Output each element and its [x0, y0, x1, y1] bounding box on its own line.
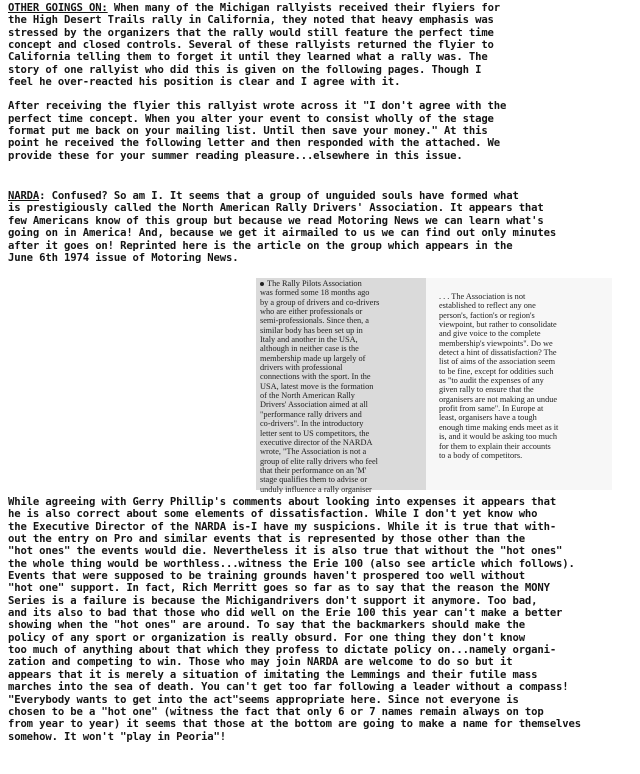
motoring-news-clipping	[256, 278, 612, 494]
paragraph-line: going on in America! And, because we get it airmailed to us we can find out only minutes	[8, 227, 557, 240]
clipping-line: similar body has been set up in	[260, 325, 363, 335]
narda-first-line	[8, 190, 638, 202]
paragraph-line: showing when the "hot ones" are around. To say that the backmarkers should make the	[8, 619, 525, 632]
clipping-line: group of elite rally drivers who feel	[260, 456, 378, 466]
paragraph-line: "hot one" support. In fact, Rich Merritt goes so far as to say that the reason the MONY	[8, 582, 550, 595]
other-goings-first-line	[8, 2, 638, 14]
paragraph-line: concept and closed controls. Several of these rallyists returned the flyier to	[8, 39, 494, 52]
paragraph-line: somehow. It won't "play in Peoria"!	[8, 730, 226, 743]
narda-first-line-text: : Confused? So am I. It seems that a group of unguided souls have formed what	[39, 190, 519, 203]
clipping-line: enough time making ends meet as it	[439, 422, 559, 432]
clipping-line: Drivers' Association aimed at all	[260, 400, 368, 410]
clipping-line: The Rally Pilots Association	[260, 279, 422, 288]
paragraph-line: zation and competing to win. Those who may join NARDA are welcome to do so but it	[8, 656, 513, 669]
paragraph-line: point he received the following letter and then responded with the attached. We	[8, 137, 501, 150]
clipping-line: viewpoint, but rather to consolidate	[439, 320, 557, 330]
clipping-line: although in neither case is the	[260, 344, 359, 354]
clipping-line: Italy and another in the USA,	[260, 335, 358, 345]
clipping-line: person's, faction's or region's	[439, 310, 535, 320]
page	[8, 2, 638, 264]
clipping-line: as "to audit the expenses of any	[439, 376, 544, 386]
clipping-line: membership made up largely of	[260, 353, 366, 363]
narda-heading: NARDA	[8, 190, 40, 203]
bullet-icon	[260, 282, 264, 286]
paragraph-line: appears that it is merely a situation of imitating the Lemmings and their futile mass	[8, 668, 538, 681]
paragraph-line: format put me back on your mailing list. Until then save your money." At this	[8, 125, 488, 138]
paragraph-line: from year to year) it seems that those at the bottom are going to make a name for themselves	[8, 718, 581, 731]
clipping-line: by a group of drivers and co-drivers	[260, 297, 380, 307]
narda-paragraph	[8, 202, 638, 264]
clipping-line: USA, latest move is the formation	[260, 381, 374, 391]
paragraph-line: story of one rallyist who did this is given on the following pages. Though I	[8, 63, 482, 76]
clipping-line: is, and it would be asking too much	[439, 432, 557, 442]
paragraph-line: the Executive Director of the NARDA is-I have my suspicions. While it is true that with-	[8, 520, 557, 533]
closing-section	[8, 496, 638, 743]
paragraph-line: the whole thing would be worthless...witness the Erie 100 (also see article which follows).	[8, 557, 575, 570]
clipping-line: for them to explain their accounts	[439, 441, 551, 451]
clipping-line: given rally to ensure that the	[439, 385, 534, 395]
paragraph-line: policy of any sport or organization is really obsurd. For one thing they don't know	[8, 631, 525, 644]
paragraph-line: marches into the sea of death. You can't get too far following a leader without a compass!	[8, 681, 569, 694]
clipping-line: and give voice to the complete	[439, 329, 541, 339]
clipping-line: list of aims of the association seem	[439, 357, 556, 367]
clipping-line: wrote, "The Association is not a	[260, 447, 367, 457]
clipping-line: least, organisers have a tough	[439, 413, 537, 423]
paragraph-line: out the entry on Pro and similar events that is represented by those other than the	[8, 533, 525, 546]
clipping-line: that their performance on an 'M'	[260, 465, 367, 475]
clipping-line: connections with the sport. In the	[260, 372, 371, 382]
clipping-line: to be fine, except for oddities such	[439, 366, 554, 376]
clipping-line: executive director of the NARDA	[260, 437, 373, 447]
clipping-line: detect a hint of dissatisfaction? The	[439, 348, 557, 358]
paragraph-line: After receiving the flyier this rallyist wrote across it "I don't agree with the	[8, 100, 507, 113]
paragraph-line: feel he over-reacted his position is clear and I agree with it.	[8, 76, 401, 89]
clipping-line: membership's viewpoints". Do we	[439, 338, 553, 348]
paragraph-line: after it goes on! Reprinted here is the article on the group which appears in the	[8, 239, 513, 252]
paragraph-line: "hot ones" the events would die. Nevertheless it is also true that without the "hot ones"	[8, 545, 563, 558]
paragraph-line: Events that were supposed to be training grounds haven't prospered too well without	[8, 570, 525, 583]
clipping-line: semi-professionals. Since then, a	[260, 316, 369, 326]
paragraph-line: the High Desert Trails rally in California, they noted that heavy emphasis was	[8, 14, 494, 27]
paragraph-line: perfect time concept. When you alter your event to consist wholly of the stage	[8, 112, 494, 125]
paragraph-line: he is also correct about some elements of dissatisfaction. While I don't yet know who	[8, 508, 538, 521]
clipping-line: co-drivers". In the introductory	[260, 419, 364, 429]
paragraph-line: too much of anything about that which they profess to dictate policy on...namely organi-	[8, 644, 557, 657]
clipping-line: . . . The Association is not	[439, 292, 526, 301]
clipping-line: profit from same". In Europe at	[439, 404, 544, 414]
paragraph-line: few Americans know of this group but because we read Motoring News we can learn what's	[8, 214, 544, 227]
clipping-line: was formed some 18 months ago	[260, 288, 370, 298]
clipping-line: to a body of competitors.	[439, 450, 523, 460]
paragraph-line: chosen to be a "hot one" (witness the fact that only 6 or 7 names remain always on top	[8, 705, 544, 718]
clipping-line: "performance rally drivers and	[260, 409, 362, 419]
clipping-line: of the North American Rally	[260, 391, 355, 401]
other-goings-heading: OTHER GOINGS ON:	[8, 2, 108, 14]
clipping-line: letter sent to US competitors, the	[260, 428, 370, 438]
paragraph-line: and its also to bad that those who did well on the Erie 100 this year can't make a better	[8, 607, 563, 620]
clipping-line: drivers with professional	[260, 363, 343, 373]
paragraph-line: stressed by the organizers that the rally would still feature the perfect time	[8, 26, 494, 39]
after-receiving-paragraph	[8, 100, 638, 162]
clipping-line: established to reflect any one	[439, 301, 536, 311]
paragraph-line: "Everybody wants to get into the act"seems appropriate here. Since not everyone is	[8, 693, 519, 706]
paragraph-line: Series is a failure is because the Michigandrivers don't support it anymore. Too bad,	[8, 594, 538, 607]
clipping-line: organisers are not making an undue	[439, 394, 558, 404]
clipping-line: unduly influence a rally organiser	[260, 484, 372, 494]
paragraph-line: is prestigiously called the North American Rally Drivers' Association. It appears that	[8, 202, 544, 215]
clipping-column-1	[256, 278, 426, 494]
other-goings-first-line-text: When many of the Michigan rallyists received their flyiers for	[107, 2, 501, 14]
clipping-line: who are either professionals or	[260, 307, 363, 317]
paragraph-line: California telling them to forget it until they learned what a rally was. The	[8, 51, 488, 64]
paragraph-line: While agreeing with Gerry Phillip's comments about looking into expenses it appears that	[8, 496, 557, 508]
clipping-column-2	[439, 278, 597, 460]
clipping-line: stage qualifies them to advise or	[260, 475, 368, 485]
other-goings-paragraph	[8, 14, 638, 88]
paragraph-line: provide these for your summer reading pleasure...elsewhere in this issue.	[8, 149, 463, 162]
paragraph-line: June 6th 1974 issue of Motoring News.	[8, 251, 239, 264]
